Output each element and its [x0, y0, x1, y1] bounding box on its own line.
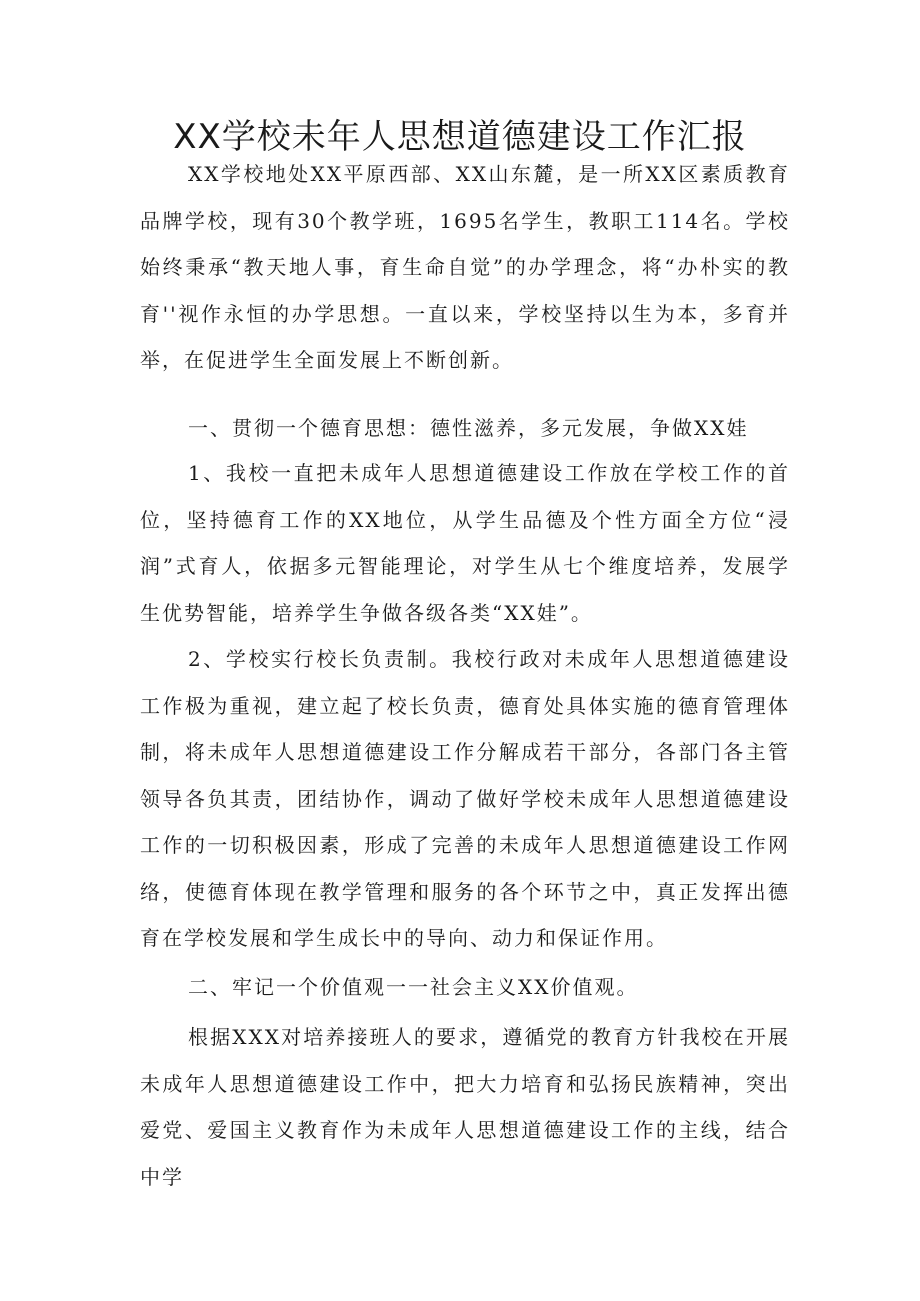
document-title: XX学校未年人思想道德建设工作汇报	[173, 117, 747, 157]
section-2-paragraph: 根据XXX对培养接班人的要求，遵循党的教育方针我校在开展未成年人思想道德建设工作中，把大力培育和弘扬民族精神，突出爱党、爱国主义教育作为未成年人思想道德建设工作的主线，结合中学	[140, 1025, 790, 1189]
section-1-item-2: 2、学校实行校长负责制。我校行政对未成年人思想道德建设工作极为重视，建立起了校长负责，德育处具体实施的德育管理体制，将未成年人思想道德建设工作分解成若干部分，各部门各主管领导各负其责，团结协作，调动了做好学校未成年人思想道德建设工作的一切积极因素，形成了完善的未成年人思想道德建设工作网络，使德育体现在教学管理和服务的各个环节之中，真正发挥出德育在学校发展和学生成长中的导向、动力和保证作用。	[140, 647, 790, 950]
section-heading-1: 一、贯彻一个德育思想：德性滋养，多元发展，争做XX娃	[188, 416, 749, 440]
section-1-item-1: 1、我校一直把未成年人思想道德建设工作放在学校工作的首位，坚持德育工作的XX地位，从学生品德及个性方面全方位“浸润”式育人，依据多元智能理论，对学生从七个维度培养，发展学生优势智能，培养学生争做各级各类“XX娃”。	[140, 461, 790, 625]
section-heading-2: 二、牢记一个价值观一一社会主义XX价值观。	[188, 975, 639, 999]
intro-paragraph: XX学校地处XX平原西部、XX山东麓，是一所XX区素质教育品牌学校，现有30个教学班，1695名学生，教职工114名。学校始终秉承“教天地人事，育生命自觉”的办学理念，将“办朴实的教育''视作永恒的办学思想。一直以来，学校坚持以生为本，多育并举，在促进学生全面发展上不断创新。	[140, 162, 790, 372]
